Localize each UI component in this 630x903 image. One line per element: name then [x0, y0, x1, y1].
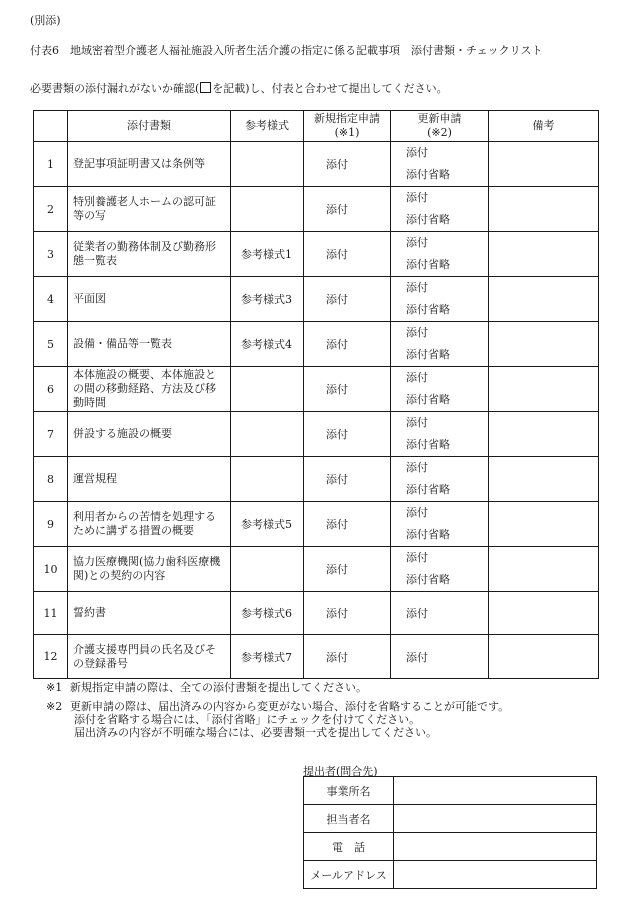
row-number: 4 — [34, 277, 68, 322]
instruction-text — [30, 80, 448, 96]
renewal-attach-option[interactable]: 添付 — [406, 371, 428, 384]
table-row — [34, 547, 599, 592]
header-renewal-line1: 更新申請 — [417, 112, 462, 125]
submitter-row — [304, 777, 597, 805]
row-number: 10 — [34, 547, 68, 592]
new-attach-option[interactable]: 添付 — [304, 322, 391, 367]
header-new-line2: (※1) — [334, 126, 360, 139]
row-number: 12 — [34, 635, 68, 679]
row-number: 11 — [34, 592, 68, 635]
renewal-omit-option[interactable]: 添付省略 — [406, 303, 450, 316]
instruction-before: 必要書類の添付漏れがないか確認( — [30, 82, 200, 95]
submitter-field-label: 電 話 — [304, 833, 394, 861]
header-new-line1: 新規指定申請 — [314, 112, 380, 125]
phone-field[interactable] — [394, 833, 597, 861]
reference-form: 参考様式7 — [231, 635, 304, 679]
reference-form — [231, 142, 304, 187]
header-reference-form: 参考様式 — [231, 111, 304, 142]
reference-form: 参考様式5 — [231, 502, 304, 547]
table-row — [34, 232, 599, 277]
office-name-field[interactable] — [394, 777, 597, 805]
new-attach-option[interactable]: 添付 — [304, 547, 391, 592]
new-attach-option[interactable]: 添付 — [304, 457, 391, 502]
reference-form: 参考様式4 — [231, 322, 304, 367]
submitter-label: 提出者(問合先) — [303, 765, 378, 778]
remarks-cell[interactable] — [489, 547, 599, 592]
renewal-omit-option[interactable]: 添付省略 — [406, 483, 450, 496]
renewal-omit-option[interactable]: 添付省略 — [406, 213, 450, 226]
renewal-options — [391, 502, 489, 547]
renewal-omit-option[interactable]: 添付省略 — [406, 168, 450, 181]
remarks-cell[interactable] — [489, 277, 599, 322]
attachment-name: 本体施設の概要、本体施設との間の移動経路、方法及び移動時間 — [68, 367, 231, 412]
row-number: 8 — [34, 457, 68, 502]
table-row — [34, 367, 599, 412]
renewal-omit-option[interactable]: 添付省略 — [406, 258, 450, 271]
checkbox-icon — [200, 82, 211, 93]
note-2-line-1: 更新申請の際は、届出済みの内容から変更がない場合、添付を省略することが可能です。 — [70, 700, 510, 713]
notes — [46, 681, 509, 739]
renewal-omit-option[interactable]: 添付省略 — [406, 528, 450, 541]
instruction-after: を記載)し、付表と合わせて提出してください。 — [212, 82, 448, 95]
email-field[interactable] — [394, 861, 597, 889]
reference-form: 参考様式6 — [231, 592, 304, 635]
note-1-mark: ※1 — [46, 681, 63, 694]
remarks-cell[interactable] — [489, 187, 599, 232]
renewal-attach-option[interactable]: 添付 — [406, 191, 428, 204]
submitter-row — [304, 805, 597, 833]
row-number: 6 — [34, 367, 68, 412]
note-2-line-3: 届出済みの内容が不明確な場合には、必要書類一式を提出してください。 — [74, 726, 437, 739]
renewal-options — [391, 412, 489, 457]
renewal-options — [391, 457, 489, 502]
attachment-name: 併設する施設の概要 — [68, 412, 231, 457]
reference-form: 参考様式1 — [231, 232, 304, 277]
renewal-options — [391, 277, 489, 322]
header-new-application — [304, 111, 391, 142]
renewal-attach-option[interactable]: 添付 — [406, 326, 428, 339]
attachment-name: 従業者の勤務体制及び勤務形態一覧表 — [68, 232, 231, 277]
reference-form — [231, 412, 304, 457]
submitter-row — [304, 861, 597, 889]
attachment-name: 特別養護老人ホームの認可証等の写 — [68, 187, 231, 232]
new-attach-option[interactable]: 添付 — [304, 142, 391, 187]
annex-label: (別添) — [30, 14, 61, 27]
attachment-name: 協力医療機関(協力歯科医療機関)との契約の内容 — [68, 547, 231, 592]
reference-form — [231, 187, 304, 232]
header-attachment: 添付書類 — [68, 111, 231, 142]
row-number: 3 — [34, 232, 68, 277]
header-remarks: 備考 — [489, 111, 599, 142]
new-attach-option[interactable]: 添付 — [304, 592, 391, 635]
remarks-cell[interactable] — [489, 592, 599, 635]
renewal-options — [391, 232, 489, 277]
renewal-attach-option[interactable]: 添付 — [406, 416, 428, 429]
attachment-name: 平面図 — [68, 277, 231, 322]
table-row — [34, 635, 599, 679]
attachment-name: 登記事項証明書又は条例等 — [68, 142, 231, 187]
remarks-cell[interactable] — [489, 412, 599, 457]
attachment-name: 誓約書 — [68, 592, 231, 635]
new-attach-option[interactable]: 添付 — [304, 187, 391, 232]
header-number — [34, 111, 68, 142]
remarks-cell[interactable] — [489, 457, 599, 502]
attachment-name: 運営規程 — [68, 457, 231, 502]
renewal-options — [391, 187, 489, 232]
submitter-table — [303, 776, 597, 889]
table-row — [34, 322, 599, 367]
remarks-cell[interactable] — [489, 502, 599, 547]
renewal-options — [391, 322, 489, 367]
note-1-text: 新規指定申請の際は、全ての添付書類を提出してください。 — [70, 681, 367, 694]
note-2-line-2: 添付を省略する場合には、「添付省略」にチェックを付けてください。 — [74, 713, 421, 726]
table-row — [34, 187, 599, 232]
reference-form — [231, 547, 304, 592]
attachment-checklist-table — [33, 110, 599, 679]
remarks-cell[interactable] — [489, 367, 599, 412]
renewal-options — [391, 547, 489, 592]
new-attach-option[interactable]: 添付 — [304, 635, 391, 679]
remarks-cell[interactable] — [489, 635, 599, 679]
new-attach-option[interactable]: 添付 — [304, 367, 391, 412]
submitter-row — [304, 833, 597, 861]
renewal-omit-option[interactable]: 添付省略 — [406, 573, 450, 586]
renewal-omit-option[interactable]: 添付省略 — [406, 348, 450, 361]
remarks-cell[interactable] — [489, 142, 599, 187]
table-header-row — [34, 111, 599, 142]
submitter-field-label: 担当者名 — [304, 805, 394, 833]
table-row — [34, 592, 599, 635]
renewal-attach-option[interactable]: 添付 — [406, 461, 428, 474]
remarks-cell[interactable] — [489, 232, 599, 277]
row-number: 5 — [34, 322, 68, 367]
renewal-attach-option[interactable]: 添付 — [406, 506, 428, 519]
renewal-attach-option[interactable]: 添付 — [391, 592, 489, 635]
table-row — [34, 412, 599, 457]
renewal-options — [391, 367, 489, 412]
submitter-field-label: 事業所名 — [304, 777, 394, 805]
reference-form: 参考様式3 — [231, 277, 304, 322]
renewal-omit-option[interactable]: 添付省略 — [406, 438, 450, 451]
header-renewal-application — [391, 111, 489, 142]
submitter-field-label: メールアドレス — [304, 861, 394, 889]
renewal-attach-option[interactable]: 添付 — [406, 281, 428, 294]
table-row — [34, 142, 599, 187]
renewal-attach-option[interactable]: 添付 — [406, 551, 428, 564]
new-attach-option[interactable]: 添付 — [304, 277, 391, 322]
attachment-name: 利用者からの苦情を処理するために講ずる措置の概要 — [68, 502, 231, 547]
renewal-omit-option[interactable]: 添付省略 — [406, 393, 450, 406]
attachment-name: 設備・備品等一覧表 — [68, 322, 231, 367]
note-2 — [46, 700, 509, 713]
renewal-attach-option[interactable]: 添付 — [406, 236, 428, 249]
page-title: 付表6 地域密着型介護老人福祉施設入所者生活介護の指定に係る記載事項 添付書類・チェックリスト — [30, 44, 543, 57]
table-row — [34, 502, 599, 547]
reference-form — [231, 367, 304, 412]
table-row — [34, 457, 599, 502]
renewal-options — [391, 142, 489, 187]
renewal-attach-option[interactable]: 添付 — [406, 146, 428, 159]
new-attach-option[interactable]: 添付 — [304, 502, 391, 547]
reference-form — [231, 457, 304, 502]
row-number: 2 — [34, 187, 68, 232]
new-attach-option[interactable]: 添付 — [304, 412, 391, 457]
new-attach-option[interactable]: 添付 — [304, 232, 391, 277]
row-number: 9 — [34, 502, 68, 547]
remarks-cell[interactable] — [489, 322, 599, 367]
table-row — [34, 277, 599, 322]
row-number: 7 — [34, 412, 68, 457]
row-number: 1 — [34, 142, 68, 187]
renewal-attach-option[interactable]: 添付 — [391, 635, 489, 679]
contact-person-field[interactable] — [394, 805, 597, 833]
header-renewal-line2: (※2) — [427, 126, 452, 139]
note-2-mark: ※2 — [46, 700, 63, 713]
attachment-name: 介護支援専門員の氏名及びその登録番号 — [68, 635, 231, 679]
note-1 — [46, 681, 509, 694]
